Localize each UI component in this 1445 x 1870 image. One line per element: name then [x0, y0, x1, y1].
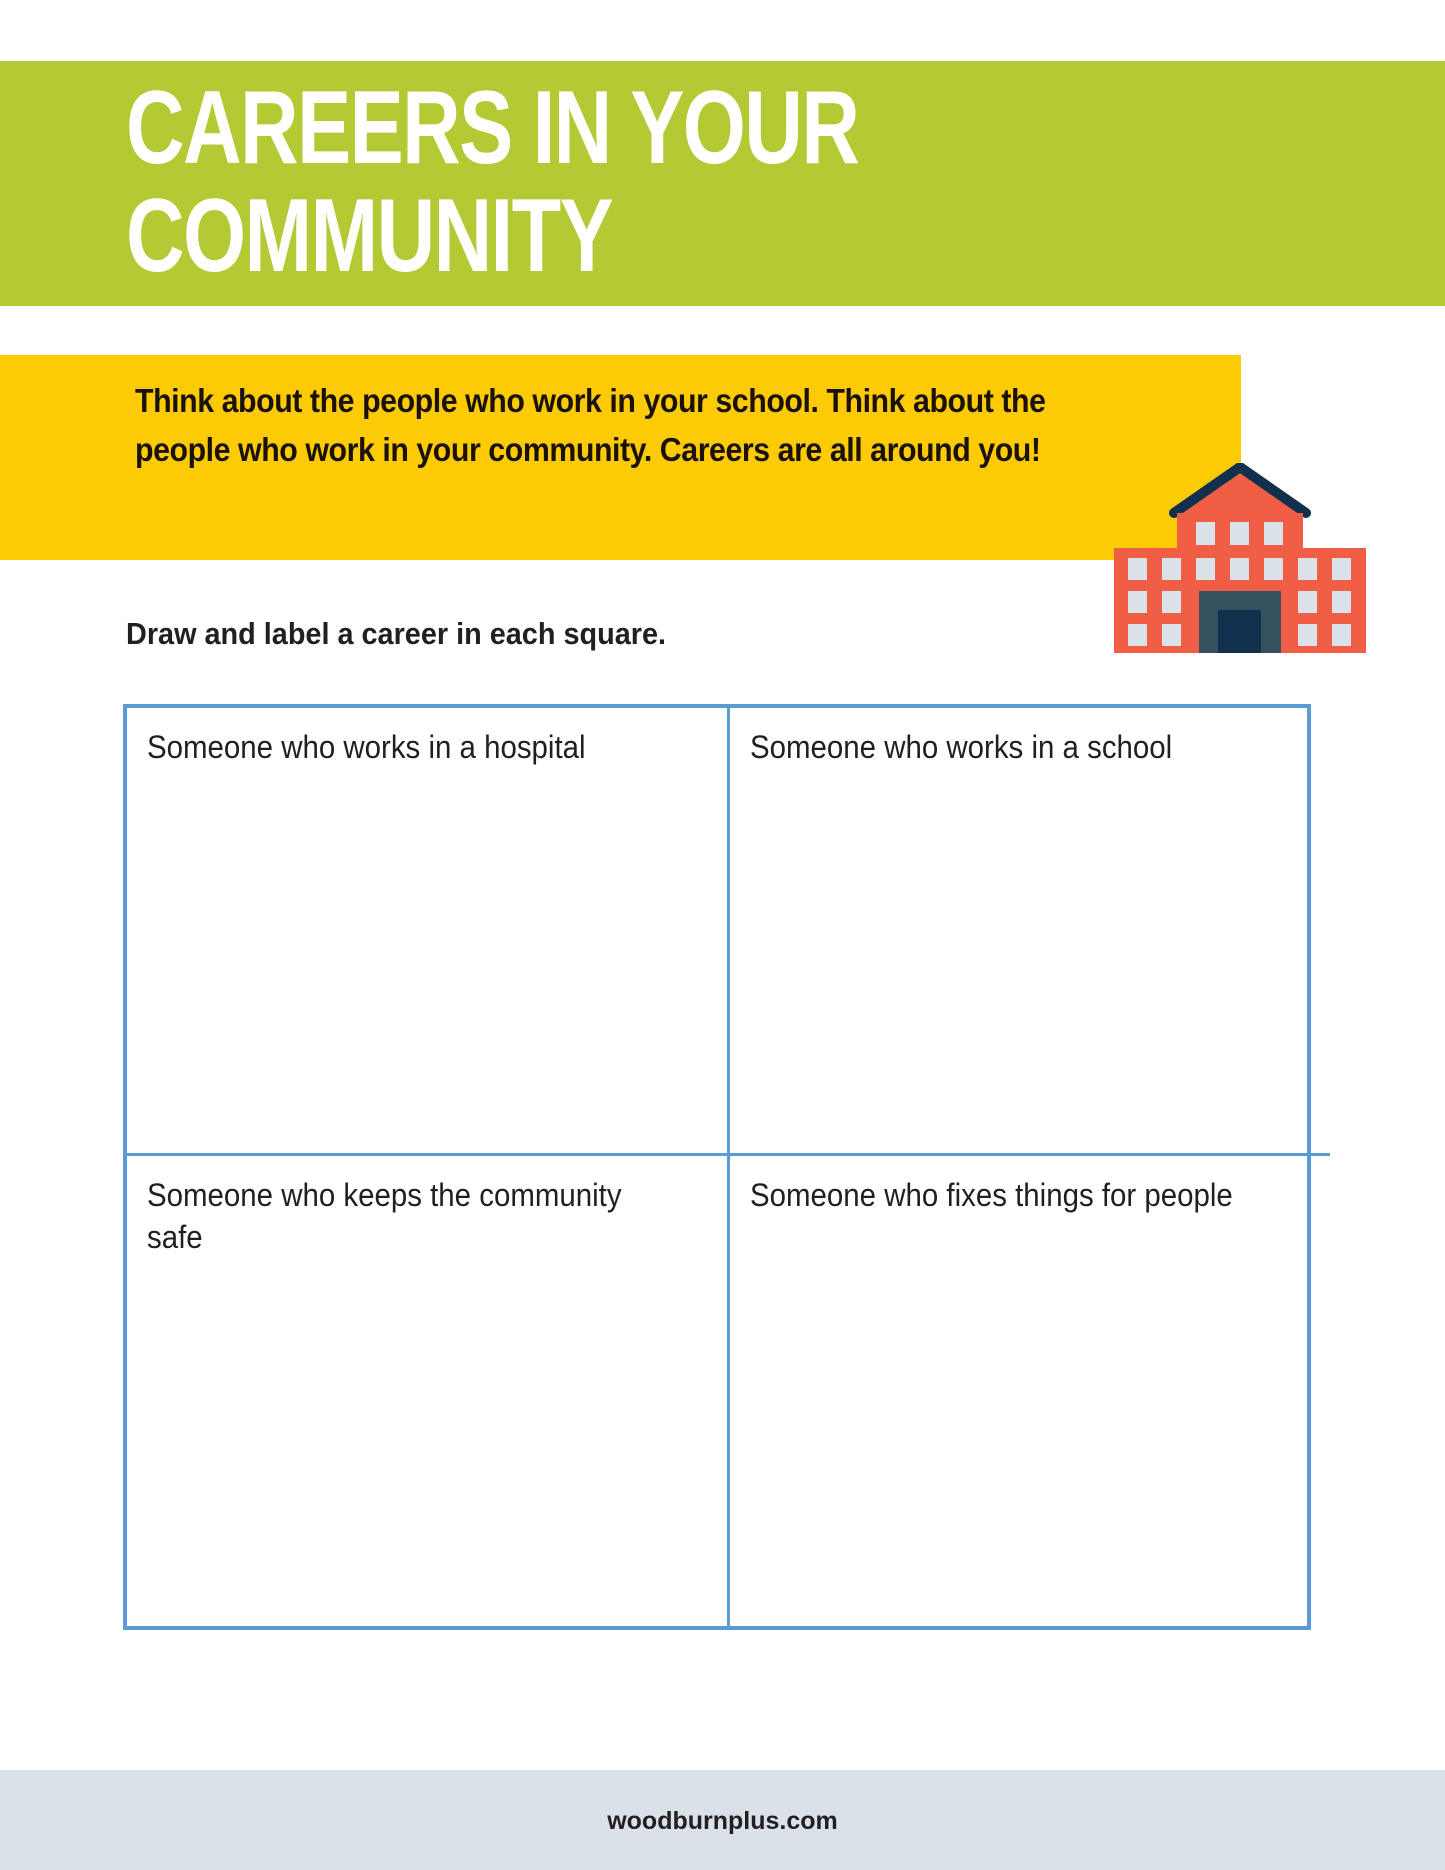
- page-title: [126, 70, 859, 294]
- intro-text: Think about the people who work in your school. Think about the people who work in your community. Careers are all around you!: [135, 382, 1046, 468]
- square-label: Someone who keeps the community safe: [147, 1177, 622, 1255]
- square-label: Someone who fixes things for people: [750, 1177, 1233, 1213]
- drawing-grid: [123, 704, 1311, 1630]
- drawing-square-hospital[interactable]: [127, 708, 730, 1156]
- instruction-text: Draw and label a career in each square.: [126, 616, 667, 651]
- square-label: Someone who works in a hospital: [147, 729, 586, 765]
- school-building-icon: [1112, 463, 1368, 653]
- footer: [0, 1770, 1445, 1870]
- footer-website: woodburnplus.com: [607, 1807, 838, 1835]
- square-label: Someone who works in a school: [750, 729, 1173, 765]
- drawing-square-school[interactable]: [730, 708, 1330, 1156]
- page-title-line-1: CAREERS IN YOUR: [126, 70, 859, 186]
- drawing-square-fixer[interactable]: [730, 1156, 1330, 1626]
- drawing-square-safety[interactable]: [127, 1156, 730, 1626]
- page-title-line-2: COMMUNITY: [126, 178, 613, 294]
